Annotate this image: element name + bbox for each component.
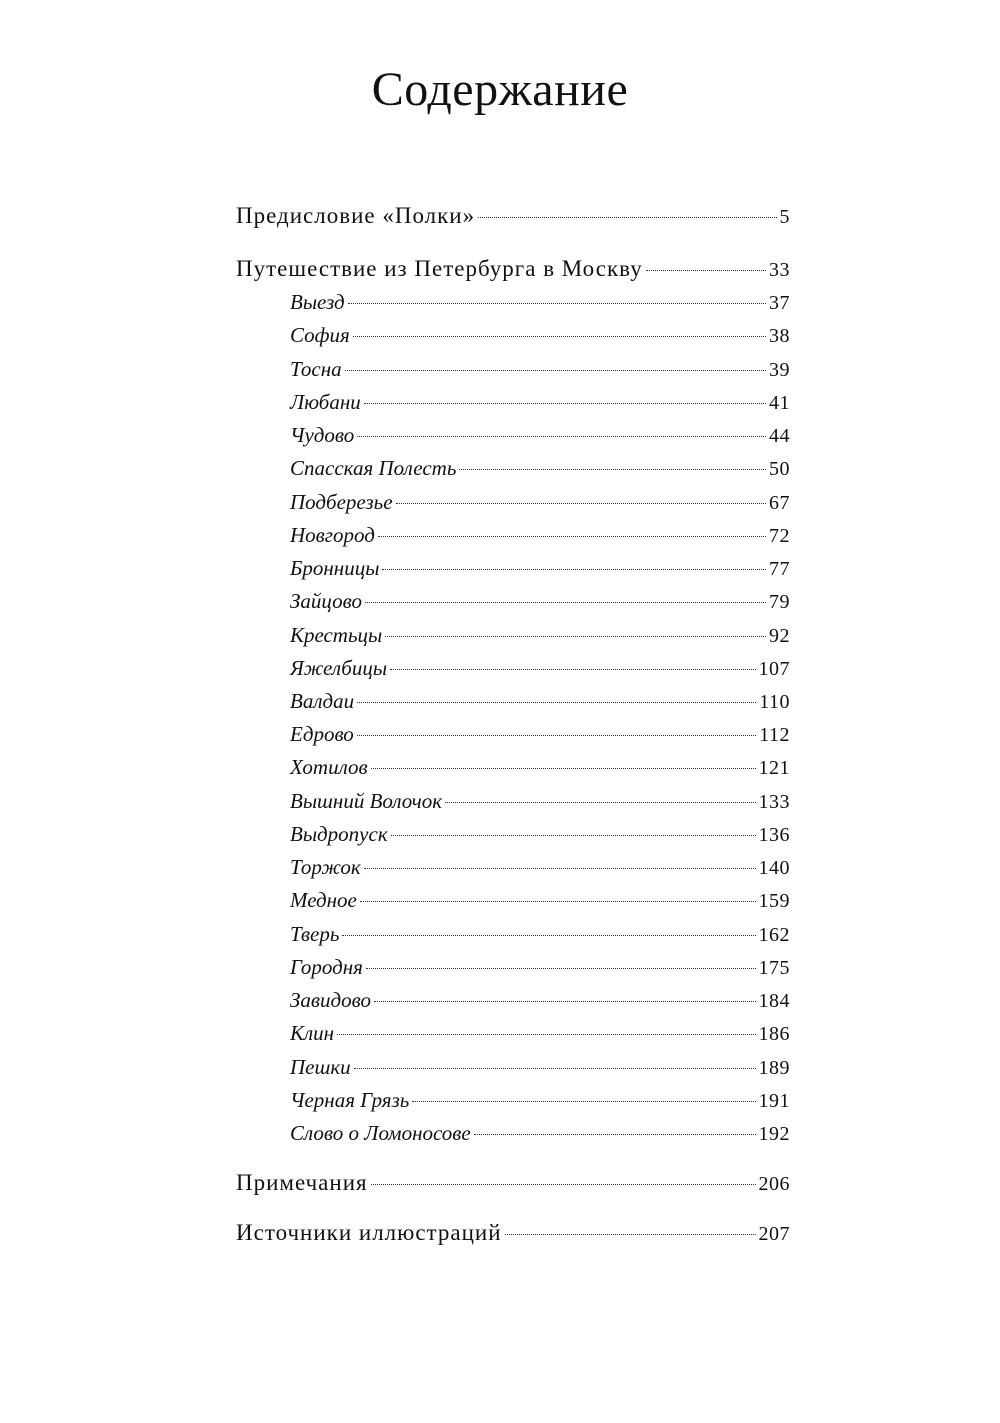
toc-entry-label: Подберезье	[290, 490, 393, 514]
dot-leader	[391, 835, 756, 836]
toc-entry-page: 140	[758, 857, 790, 879]
toc-entry-chapter	[290, 851, 790, 883]
dot-leader	[353, 336, 766, 337]
toc-entry-notes	[236, 1167, 790, 1199]
toc-entry-chapter	[290, 619, 790, 651]
toc-entry-page: 159	[758, 890, 790, 912]
toc-entry-label: Путешествие из Петербурга в Москву	[236, 256, 643, 281]
toc-entry-chapter	[290, 718, 790, 750]
toc-entry-chapter	[290, 486, 790, 518]
dot-leader	[357, 735, 756, 736]
toc-entry-preface	[236, 200, 790, 232]
dot-leader	[364, 403, 766, 404]
page-title: Содержание	[371, 63, 629, 116]
toc-entry-chapter	[290, 951, 790, 983]
toc-entry-page: 136	[758, 824, 790, 846]
toc-entry-page: 72	[769, 525, 790, 547]
toc-entry-page: 44	[769, 425, 790, 447]
toc-entry-label: Примечания	[236, 1170, 368, 1195]
toc-entry-chapter	[290, 1084, 790, 1116]
dot-leader	[390, 669, 755, 670]
toc-entry-page: 192	[758, 1123, 790, 1145]
toc-entry-label: Городня	[290, 955, 363, 979]
toc-entry-label: Тосна	[290, 357, 342, 381]
dot-leader	[345, 370, 766, 371]
dot-leader	[382, 569, 766, 570]
dot-leader	[459, 469, 766, 470]
toc-entry-label: Зайцово	[290, 589, 362, 613]
toc-entry-chapter	[290, 319, 790, 351]
toc-entry-label: Бронницы	[290, 556, 380, 580]
toc-entry-page: 207	[758, 1223, 790, 1245]
toc-entry-page: 92	[769, 625, 790, 647]
dot-leader	[348, 303, 766, 304]
dot-leader	[478, 217, 776, 218]
toc-entry-label: Спасская Полесть	[290, 456, 457, 480]
toc-entry-chapter	[290, 751, 790, 783]
dot-leader	[412, 1101, 755, 1102]
toc-entry-page: 206	[758, 1173, 790, 1195]
toc-entry-label: Предисловие «Полки»	[236, 203, 476, 228]
toc-entry-chapter	[290, 652, 790, 684]
toc-entry-label: Чудово	[290, 423, 355, 447]
toc-entry-label: Клин	[290, 1021, 335, 1045]
dot-leader	[366, 968, 756, 969]
toc-entry-page: 184	[758, 990, 790, 1012]
toc-entry-page: 112	[759, 724, 790, 746]
toc-entry-label: Черная Грязь	[290, 1088, 410, 1112]
dot-leader	[337, 1034, 755, 1035]
toc-entry-page: 77	[769, 558, 790, 580]
toc-entry-label: Торжок	[290, 855, 361, 879]
toc-entry-page: 37	[769, 292, 790, 314]
toc-entry-chapter	[290, 884, 790, 916]
toc-entry-page: 162	[758, 924, 790, 946]
dot-leader	[474, 1134, 756, 1135]
toc-entry-chapter	[290, 419, 790, 451]
dot-leader	[360, 901, 756, 902]
toc-entry-label: Медное	[290, 888, 357, 912]
toc-entry-page: 107	[758, 658, 790, 680]
dot-leader	[357, 436, 766, 437]
toc-entry-page: 41	[769, 392, 790, 414]
dot-leader	[371, 768, 756, 769]
toc-entry-chapter	[290, 1117, 790, 1149]
toc-entry-journey	[236, 253, 790, 285]
toc-entry-illustrations	[236, 1217, 790, 1249]
dot-leader	[354, 1068, 756, 1069]
toc-entry-label: Крестьцы	[290, 623, 383, 647]
toc-entry-label: Выезд	[290, 290, 345, 314]
toc-entry-label: Слово о Ломоносове	[290, 1121, 471, 1145]
toc-entry-label: Пешки	[290, 1055, 351, 1079]
dot-leader	[396, 503, 766, 504]
toc-entry-label: Любани	[290, 390, 361, 414]
toc-entry-label: София	[290, 323, 350, 347]
toc-entry-page: 121	[758, 757, 790, 779]
toc-entry-chapter	[290, 918, 790, 950]
toc-entry-label: Новгород	[290, 523, 375, 547]
toc-entry-label: Тверь	[290, 922, 340, 946]
dot-leader	[445, 802, 755, 803]
dot-leader	[385, 636, 766, 637]
toc-entry-page: 33	[769, 259, 790, 281]
toc-entry-label: Хотилов	[290, 755, 368, 779]
toc-entry-chapter	[290, 685, 790, 717]
toc-entry-chapter	[290, 353, 790, 385]
toc-entry-chapter	[290, 585, 790, 617]
toc-entry-page: 50	[769, 458, 790, 480]
toc-entry-page: 133	[758, 791, 790, 813]
dot-leader	[371, 1184, 756, 1185]
toc-entry-page: 191	[758, 1090, 790, 1112]
toc-entry-chapter	[290, 818, 790, 850]
toc-entry-page: 79	[769, 591, 790, 613]
toc-entry-chapter	[290, 386, 790, 418]
dot-leader	[357, 702, 756, 703]
toc-entry-page: 189	[758, 1057, 790, 1079]
toc-entry-label: Завидово	[290, 988, 371, 1012]
toc-entry-chapter	[290, 452, 790, 484]
toc-entry-page: 39	[769, 359, 790, 381]
dot-leader	[364, 868, 756, 869]
dot-leader	[646, 270, 766, 271]
toc-entry-chapter	[290, 552, 790, 584]
toc-entry-page: 5	[779, 206, 790, 228]
toc-entry-label: Выдропуск	[290, 822, 388, 846]
toc-entry-chapter	[290, 1051, 790, 1083]
dot-leader	[374, 1001, 756, 1002]
toc-entry-label: Валдаи	[290, 689, 355, 713]
toc-entry-label: Источники иллюстраций	[236, 1220, 502, 1245]
toc-entry-label: Едрово	[290, 722, 354, 746]
toc-entry-label: Яжелбицы	[290, 656, 388, 680]
dot-leader	[342, 935, 755, 936]
toc-entry-chapter	[290, 785, 790, 817]
toc-entry-chapter	[290, 519, 790, 551]
toc-entry-chapter	[290, 984, 790, 1016]
toc-entry-chapter	[290, 1017, 790, 1049]
toc-entry-page: 110	[759, 691, 790, 713]
dot-leader	[505, 1234, 756, 1235]
dot-leader	[378, 536, 766, 537]
toc-entry-page: 186	[758, 1023, 790, 1045]
toc-entry-page: 38	[769, 325, 790, 347]
dot-leader	[365, 602, 766, 603]
toc-entry-label: Вышний Волочок	[290, 789, 443, 813]
toc-entry-page: 67	[769, 492, 790, 514]
toc-entry-page: 175	[758, 957, 790, 979]
toc-entry-chapter	[290, 286, 790, 318]
